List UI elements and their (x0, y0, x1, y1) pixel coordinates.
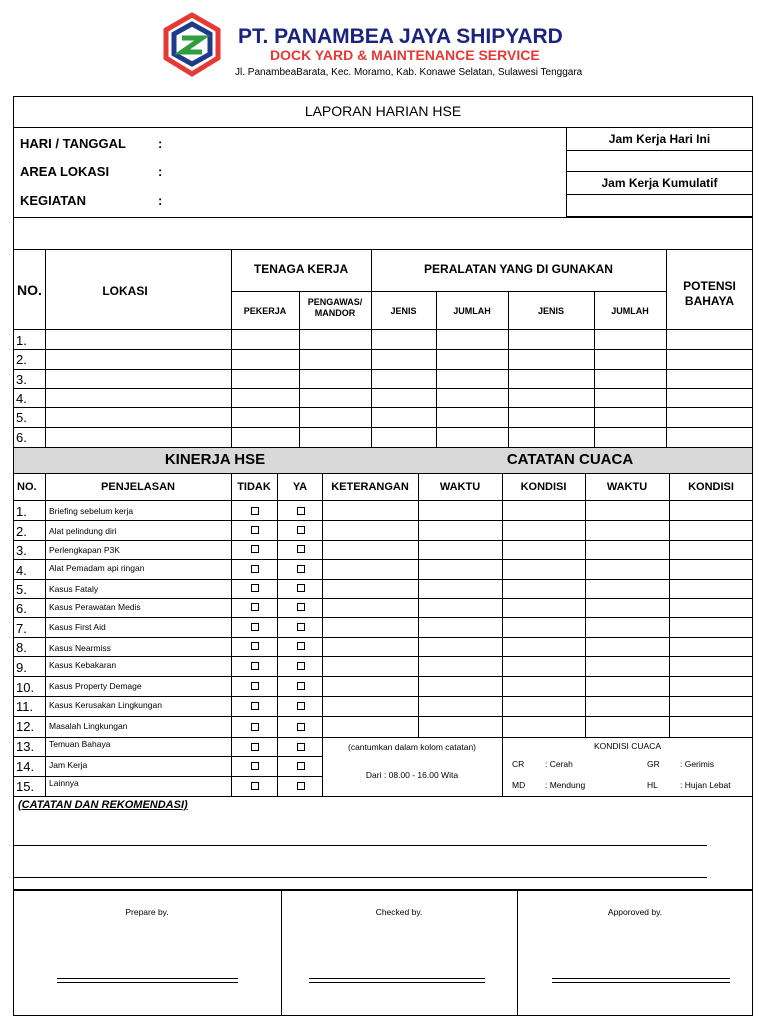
pengawas-header-1: PENGAWAS/ (307, 297, 363, 307)
work-row-no: 4. (16, 391, 27, 406)
tidak-checkbox[interactable] (251, 545, 259, 553)
temuan-note: (cantumkan dalam kolom catatan) (347, 742, 477, 752)
company-service: DOCK YARD & MAINTENANCE SERVICE (270, 47, 540, 63)
k-row-text: Kasus Kebakaran (49, 660, 117, 670)
k-ya-header: YA (292, 481, 308, 493)
k-row-text: Kasus Perawatan Medis (49, 602, 141, 612)
kegiatan-label: KEGIATAN (20, 193, 86, 208)
k-tidak-header: TIDAK (237, 481, 271, 493)
ya-checkbox[interactable] (297, 545, 305, 553)
tidak-checkbox[interactable] (251, 762, 259, 770)
k-penjelasan-header: PENJELASAN (101, 481, 175, 493)
jam-kerja-value: Dari : 08.00 - 16.00 Wita (365, 770, 459, 780)
k-row-text: Kasus Kerusakan Lingkungan (49, 700, 162, 710)
tidak-checkbox[interactable] (251, 702, 259, 710)
ya-checkbox[interactable] (297, 642, 305, 650)
checked-label: Checked by. (375, 907, 423, 917)
jam-hari-ini-label: Jam Kerja Hari Ini (608, 132, 711, 146)
k-kondisi-header-2: KONDISI (688, 481, 734, 493)
k-row-text: Kasus First Aid (49, 622, 106, 632)
k-row-no: 2. (16, 524, 27, 539)
cuaca-title: CATATAN CUACA (506, 451, 634, 468)
tidak-checkbox[interactable] (251, 782, 259, 790)
tidak-checkbox[interactable] (251, 623, 259, 631)
colon: : (158, 193, 163, 208)
legend-desc: : Cerah (545, 759, 573, 769)
hari-label: HARI / TANGGAL (20, 136, 126, 151)
tidak-checkbox[interactable] (251, 603, 259, 611)
k-row-no: 7. (16, 621, 27, 636)
tidak-checkbox[interactable] (251, 723, 259, 731)
tidak-checkbox[interactable] (251, 584, 259, 592)
legend-code: HL (647, 780, 658, 790)
k-waktu-header-2: WAKTU (606, 481, 648, 493)
tidak-checkbox[interactable] (251, 565, 259, 573)
work-row-no: 5. (16, 410, 27, 425)
k-row-no: 3. (16, 543, 27, 558)
potensi-header-1: POTENSI (683, 279, 736, 293)
k-row-text: Perlengkapan P3K (49, 545, 120, 555)
notes-line[interactable] (13, 877, 707, 878)
k-row-text: Lainnya (49, 778, 79, 788)
work-row-no: 1. (16, 333, 27, 348)
tidak-checkbox[interactable] (251, 743, 259, 751)
legend-desc: : Hujan Lebat (680, 780, 731, 790)
ya-checkbox[interactable] (297, 565, 305, 573)
tidak-checkbox[interactable] (251, 526, 259, 534)
ya-checkbox[interactable] (297, 507, 305, 515)
pengawas-header-2: MANDOR (314, 308, 356, 318)
report-title: LAPORAN HARIAN HSE (304, 103, 462, 119)
legend-code: CR (512, 759, 525, 769)
work-no-header: NO. (17, 282, 42, 298)
work-lokasi-header: LOKASI (102, 284, 148, 298)
jenis-header-2: JENIS (537, 306, 564, 316)
k-row-no: 14. (16, 759, 35, 774)
legend-code: GR (647, 759, 660, 769)
jenis-header-1: JENIS (390, 306, 417, 316)
k-no-header: NO. (17, 481, 37, 493)
ya-checkbox[interactable] (297, 603, 305, 611)
k-row-text: Masalah Lingkungan (49, 721, 128, 731)
peralatan-header: PERALATAN YANG DI GUNAKAN (424, 262, 613, 276)
ya-checkbox[interactable] (297, 743, 305, 751)
work-row-no: 2. (16, 352, 27, 367)
legend-code: MD (512, 780, 526, 790)
work-row-no: 3. (16, 372, 27, 387)
k-keterangan-header: KETERANGAN (331, 481, 409, 493)
tenaga-kerja-header: TENAGA KERJA (253, 262, 349, 276)
k-row-text: Temuan Bahaya (49, 739, 111, 749)
k-row-text: Kasus Fataly (49, 584, 99, 594)
ya-checkbox[interactable] (297, 782, 305, 790)
ya-checkbox[interactable] (297, 584, 305, 592)
tidak-checkbox[interactable] (251, 682, 259, 690)
k-row-no: 13. (16, 739, 35, 754)
ya-checkbox[interactable] (297, 762, 305, 770)
ya-checkbox[interactable] (297, 662, 305, 670)
k-row-text: Kasus Property Demage (49, 681, 142, 691)
k-row-text: Kasus Nearmiss (49, 643, 111, 653)
ya-checkbox[interactable] (297, 702, 305, 710)
tidak-checkbox[interactable] (251, 507, 259, 515)
k-kondisi-header-1: KONDISI (520, 481, 567, 493)
k-row-text: Jam Kerja (49, 760, 88, 770)
company-logo (160, 12, 224, 80)
approved-label: Apporoved by. (607, 907, 663, 917)
ya-checkbox[interactable] (297, 623, 305, 631)
signature-line[interactable] (309, 978, 485, 983)
company-address: Jl. PanambeaBarata, Kec. Moramo, Kab. Konawe Selatan, Sulawesi Tenggara (235, 67, 583, 78)
k-row-no: 11. (16, 699, 34, 714)
ya-checkbox[interactable] (297, 723, 305, 731)
company-name: PT. PANAMBEA JAYA SHIPYARD (238, 25, 563, 48)
legend-desc: : Mendung (545, 780, 586, 790)
ya-checkbox[interactable] (297, 682, 305, 690)
k-row-text: Briefing sebelum kerja (49, 506, 134, 516)
k-row-no: 15. (16, 779, 35, 794)
jumlah-header-1: JUMLAH (453, 306, 491, 316)
k-row-text: Alat Pemadam api ringan (49, 563, 145, 573)
k-row-no: 4. (16, 563, 27, 578)
k-row-no: 6. (16, 601, 27, 616)
notes-label: (CATATAN DAN REKOMENDASI) (18, 799, 188, 811)
kinerja-title: KINERJA HSE (164, 451, 266, 468)
k-row-text: Alat pelindung diri (49, 526, 117, 536)
colon: : (158, 136, 163, 151)
ya-checkbox[interactable] (297, 526, 305, 534)
colon: : (158, 164, 163, 179)
k-waktu-header: WAKTU (439, 481, 481, 493)
legend-desc: : Gerimis (680, 759, 714, 769)
signature-line[interactable] (552, 978, 730, 983)
k-row-no: 5. (16, 582, 27, 597)
potensi-header-2: BAHAYA (684, 294, 735, 308)
jumlah-header-2: JUMLAH (611, 306, 649, 316)
jam-kumulatif-label: Jam Kerja Kumulatif (601, 176, 718, 190)
kondisi-cuaca-label: KONDISI CUACA (593, 741, 662, 751)
k-row-no: 12. (16, 719, 35, 734)
tidak-checkbox[interactable] (251, 662, 259, 670)
signature-line[interactable] (57, 978, 238, 983)
prepare-label: Prepare by. (125, 907, 169, 917)
notes-line[interactable] (13, 845, 707, 846)
pekerja-header: PEKERJA (243, 306, 287, 316)
k-row-no: 1. (16, 504, 27, 519)
work-row-no: 6. (16, 430, 27, 445)
tidak-checkbox[interactable] (251, 642, 259, 650)
k-row-no: 9. (16, 660, 27, 675)
area-label: AREA LOKASI (20, 164, 110, 179)
k-row-no: 10. (16, 680, 35, 695)
k-row-no: 8. (16, 640, 27, 655)
